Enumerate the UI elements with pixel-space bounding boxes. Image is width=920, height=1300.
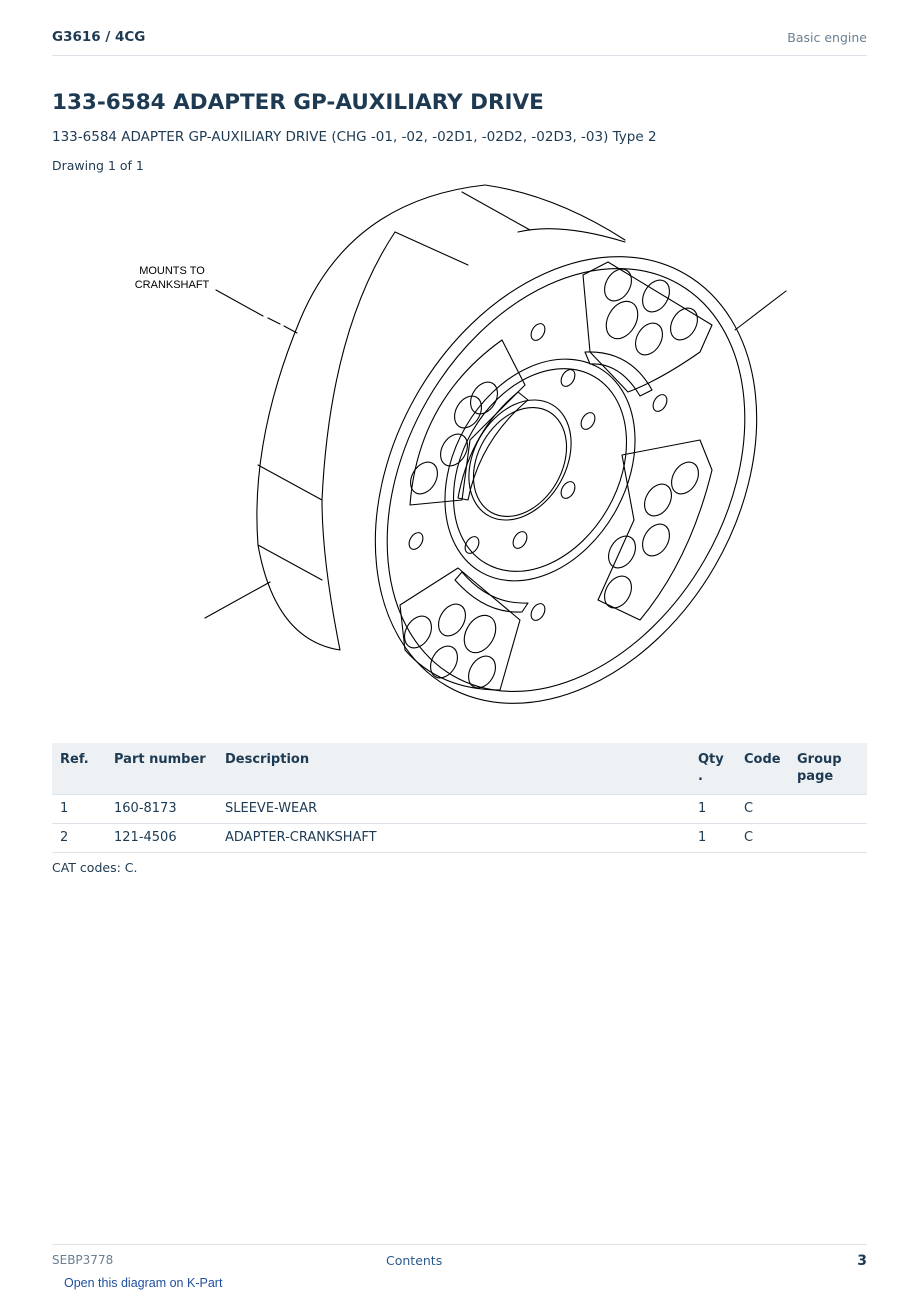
callout-leader (216, 290, 263, 316)
axis-line-right (735, 291, 786, 330)
cell-ref: 1 (52, 795, 106, 824)
cell-qty: 1 (690, 824, 736, 853)
page-header (52, 28, 867, 56)
page-footer (52, 1244, 867, 1275)
open-kpart-link[interactable]: Open this diagram on K-Part (64, 1276, 223, 1290)
document-id: SEBP3778 (52, 1253, 114, 1267)
cell-ref: 2 (52, 824, 106, 853)
cell-code: C (736, 824, 789, 853)
col-code: Code (736, 743, 789, 795)
back-flange-outline (257, 185, 485, 650)
col-part-number: Part number (106, 743, 217, 795)
cell-code: C (736, 795, 789, 824)
col-description: Description (217, 743, 690, 795)
cell-group-page (789, 824, 867, 853)
section-label: Basic engine (787, 30, 867, 45)
model-label: G3616 / 4CG (52, 29, 146, 45)
cell-description: SLEEVE-WEAR (217, 795, 690, 824)
front-face-outer (298, 188, 800, 725)
cell-part-number: 121-4506 (106, 824, 217, 853)
table-row (52, 795, 867, 824)
axis-line-left (205, 582, 270, 618)
pad-right (598, 440, 712, 620)
cat-codes-note: CAT codes: C. (52, 860, 138, 875)
drawing-count: Drawing 1 of 1 (52, 158, 144, 173)
cell-group-page (789, 795, 867, 824)
tab-left (458, 392, 528, 500)
col-ref: Ref. (52, 743, 106, 795)
inner-ring (407, 325, 674, 615)
callout-text-line2: CRANKSHAFT (134, 279, 210, 291)
col-group-page: Group page (789, 743, 867, 795)
contents-link[interactable]: Contents (386, 1253, 443, 1268)
cell-qty: 1 (690, 795, 736, 824)
pad-top-right (583, 262, 712, 392)
pad-left (405, 340, 525, 505)
cell-part-number: 160-8173 (106, 795, 217, 824)
table-header-row (52, 743, 867, 795)
back-flange-top (485, 185, 625, 240)
page-subtitle: 133-6584 ADAPTER GP-AUXILIARY DRIVE (CHG -01, -02, -02D1, -02D2, -02D3, -03) Type 2 (52, 129, 657, 145)
col-qty: Qty . (690, 743, 736, 795)
page-title: 133-6584 ADAPTER GP-AUXILIARY DRIVE (52, 90, 544, 115)
page-number: 3 (857, 1253, 867, 1269)
tab-bottom (455, 572, 528, 612)
tab-top (585, 352, 652, 396)
pad-bottom (399, 568, 520, 693)
table-row (52, 824, 867, 853)
parts-diagram (100, 180, 800, 725)
cell-description: ADAPTER-CRANKSHAFT (217, 824, 690, 853)
callout-text-line1: MOUNTS TO (139, 265, 205, 277)
parts-table (52, 743, 867, 853)
